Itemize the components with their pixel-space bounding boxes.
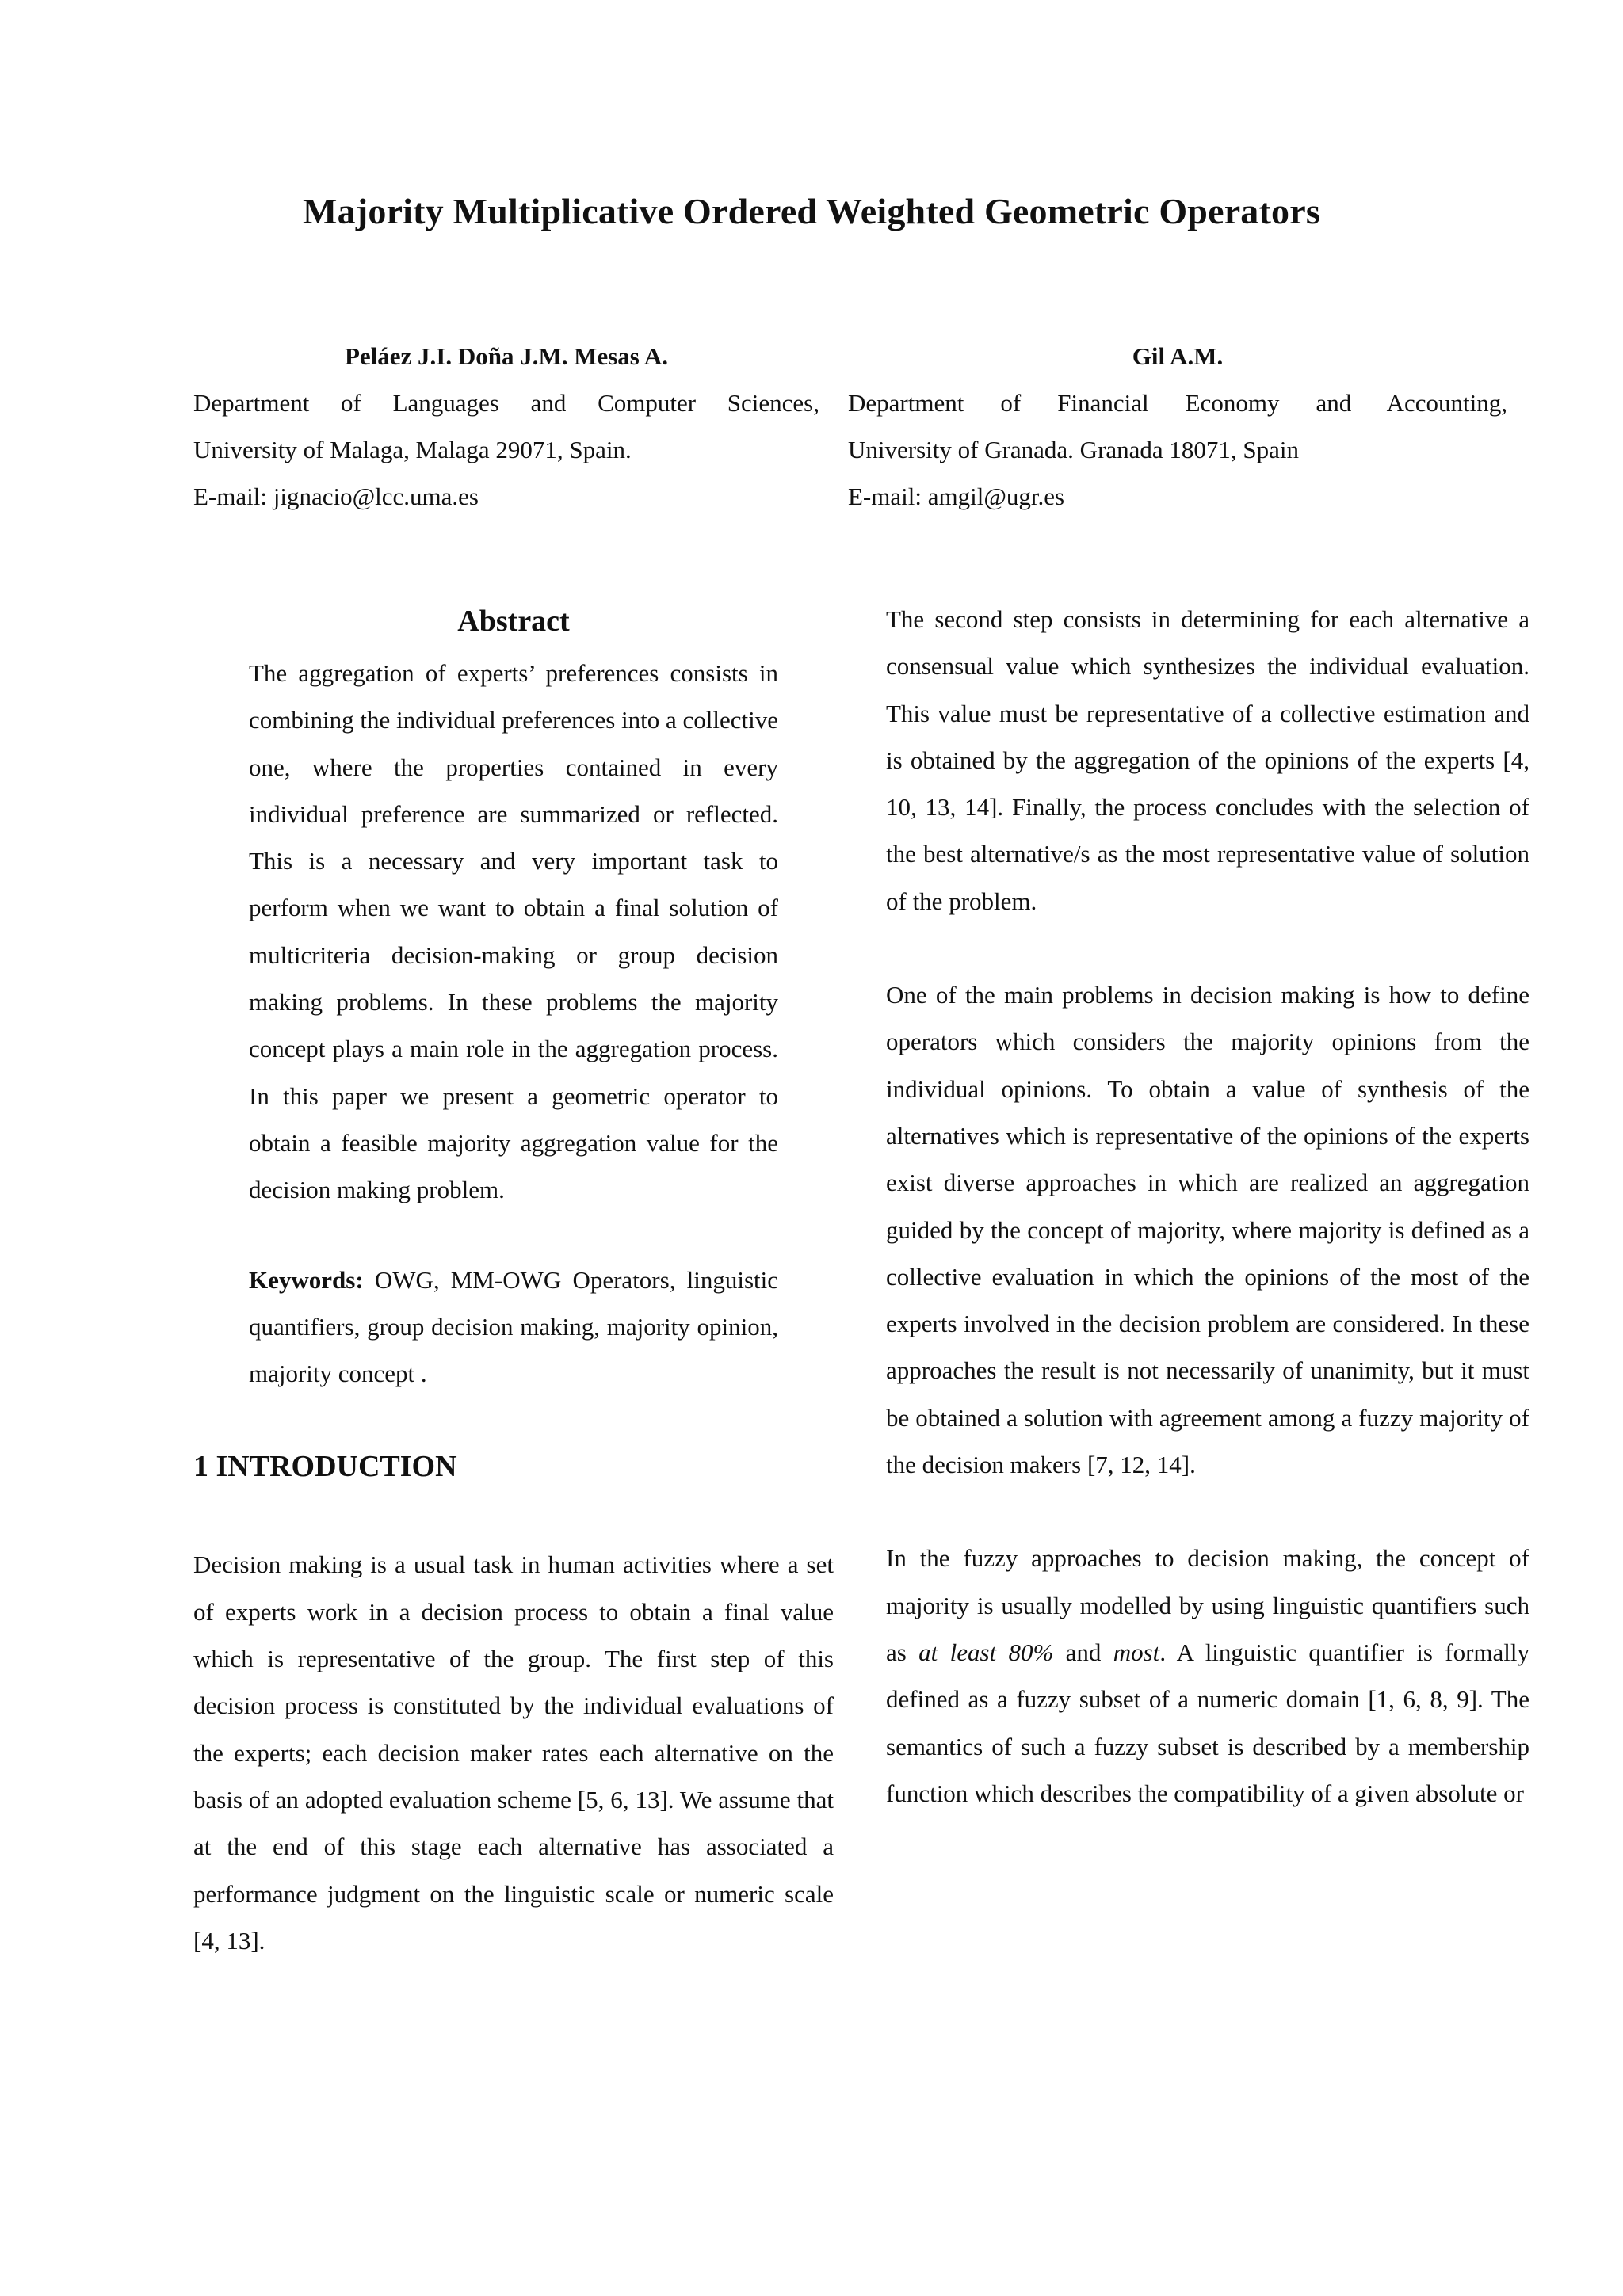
email-right: E-mail: amgil@ugr.es (848, 482, 1065, 510)
quantifier-most: most (1113, 1638, 1160, 1666)
right-paragraph-3-part-b: and (1053, 1638, 1113, 1666)
introduction-heading: 1 INTRODUCTION (193, 1450, 457, 1484)
paper-title: Majority Multiplicative Ordered Weighted Geometric Operators (303, 191, 1320, 231)
right-paragraph-3-part-a: In the fuzzy approaches to decision making, the concept of majority is usually modelled by using linguistic quantifiers such as (886, 1544, 1529, 1666)
author-block-left (193, 333, 819, 520)
right-column (886, 596, 1529, 1817)
author-names-right: Gil A.M. (1132, 342, 1224, 370)
introduction-paragraph-1: Decision making is a usual task in human activities where a set of experts work in a decision process to obtain a final value which is representative of the group. The first step of this decision process is constituted by the individual evaluations of the experts; each decision maker rates each alternative on the basis of an adopted evaluation scheme [5, 6, 13]. We assume that at the end of this stage each alternative has associated a performance judgment on the linguistic scale or numeric scale [4, 13]. (193, 1550, 834, 1955)
right-paragraph-2: One of the main problems in decision making is how to define operators which considers the majority opinions from the individual opinions. To obtain a value of synthesis of the alternatives which is representative of the opinions of the experts exist diverse approaches in which are realized an aggregation guided by the concept of majority, where majority is defined as a collective evaluation in which the opinions of the most of the experts involved in the decision problem are considered. In these approaches the result is not necessarily of unanimity, but it must be obtained a solution with agreement among a fuzzy majority of the decision makers [7, 12, 14]. (886, 981, 1529, 1479)
quantifier-at-least-80: at least 80% (918, 1638, 1054, 1666)
right-paragraph-3-part-c: . A linguistic quantifier is formally defined as a fuzzy subset of a numeric domain [1, 6, 8, 9]. The semantics of such a fuzzy subset is described by a membership function which describes the compatibility of a given absolute or (886, 1638, 1529, 1807)
right-paragraph-3 (886, 1535, 1529, 1817)
abstract-heading: Abstract (457, 605, 570, 638)
affiliation-left-line1: Department of Languages and Computer Sciences, (193, 389, 819, 417)
keywords-text: OWG, MM-OWG Operators, linguistic quantifiers, group decision making, majority opinion, majority concept . (249, 1265, 779, 1388)
affiliation-right-line2: University of Granada. Granada 18071, Spain (848, 436, 1300, 463)
affiliation-right-line1: Department of Financial Economy and Accounting, (848, 389, 1507, 417)
keywords (249, 1257, 778, 1398)
author-block-right (848, 333, 1507, 520)
author-names-left: Peláez J.I. Doña J.M. Mesas A. (344, 342, 669, 370)
left-column (193, 602, 834, 1964)
affiliation-left-line2: University of Malaga, Malaga 29071, Spain. (193, 436, 632, 463)
abstract-text: The aggregation of experts’ preferences consists in combining the individual preferences into a collective one, where the properties contained in every individual preference are summarized or reflected. This is a necessary and very important task to perform when we want to obtain a final solution of multicriteria decision-making or group decision making problems. In these problems the majority concept plays a main role in the aggregation process. In this paper we present a geometric operator to obtain a feasible majority aggregation value for the decision making problem. (249, 659, 778, 1204)
keywords-label: Keywords: (249, 1265, 364, 1294)
right-paragraph-1: The second step consists in determining for each alternative a consensual value which synthesizes the individual evaluation. This value must be representative of a collective estimation and is obtained by the aggregation of the opinions of the experts [4, 10, 13, 14]. Finally, the process concludes with the selection of the best alternative/s as the most representative value of solution of the problem. (886, 605, 1529, 915)
email-left: E-mail: jignacio@lcc.uma.es (193, 482, 479, 510)
